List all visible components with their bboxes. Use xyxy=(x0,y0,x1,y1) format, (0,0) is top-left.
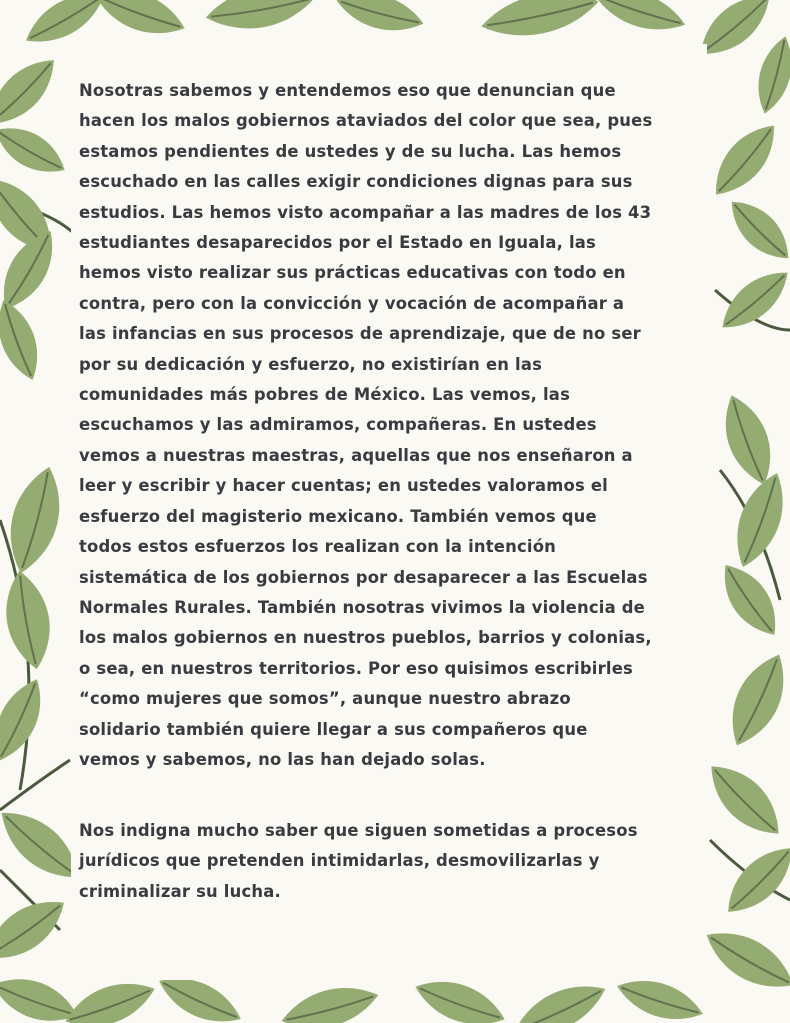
leaf-icon xyxy=(698,753,790,848)
stem-line xyxy=(0,760,70,810)
leaf-icon xyxy=(725,466,790,573)
leaf-icon xyxy=(0,887,75,973)
leaf-icon xyxy=(702,114,787,206)
leaf-icon xyxy=(202,0,317,37)
leaf-icon xyxy=(277,978,383,1023)
leaf-icon xyxy=(0,294,48,385)
leaf-icon xyxy=(0,461,71,579)
leaf-icon xyxy=(711,555,789,645)
body-paragraph-1: Nosotras sabemos y entendemos eso que denuncian que hacen los malos gobiernos ataviados del color que sea, pues estamos pendientes de ustedes y de su lucha. Las hemos escuchado en las calles exigir condiciones dignas para sus estudios. Las hemos visto acompañar a las madres de los 43 estudiantes desaparecidos por el Estado en Iguala, las hemos visto realizar sus prácticas educativas con todo en contra, pero con la convicción y vocación de acompañar a las infancias en sus procesos de aprendizaje, que de no ser por su dedicación y esfuerzo, no existirían en las comunidades más pobres de México. Las vemos, las escuchamos y las admiramos, compañeras. En ustedes vemos a nuestras maestras, aquellas que nos enseñaron a leer y escribir y hacer cuentas; en ustedes valoramos el esfuerzo del magisterio mexicano. También vemos que todos estos esfuerzos los realizan con la intención sistemática de los gobiernos por desaparecer a las Escuelas Normales Rurales. También nosotras vivimos la violencia de los malos gobiernos en nuestros pueblos, barrios y colonias, o sea, en nuestros territorios. Por eso quisimos escribirles “como mujeres que somos”, aunque nuestro abrazo solidario también quiere llegar a sus compañeros que vemos y sabemos, no las han dejado solas. xyxy=(79,81,653,769)
leaf-icon xyxy=(0,116,73,185)
leaf-icon xyxy=(89,0,191,45)
leaf-icon xyxy=(720,190,790,270)
leaf-icon xyxy=(0,567,57,673)
leaf-icon xyxy=(750,32,790,117)
body-paragraph-2: Nos indigna mucho saber que siguen sometidas a procesos jurídicos que pretenden intimidarlas, desmovilizarlas y criminalizar su lucha. xyxy=(79,821,638,901)
leaf-icon xyxy=(507,973,613,1023)
leaf-icon xyxy=(477,0,602,46)
leaf-icon xyxy=(697,918,790,1002)
leaf-icon xyxy=(332,0,427,40)
leaf-icon xyxy=(715,835,790,924)
leaf-icon xyxy=(590,0,691,40)
leaf-icon xyxy=(718,646,790,754)
leaf-icon xyxy=(0,47,67,136)
